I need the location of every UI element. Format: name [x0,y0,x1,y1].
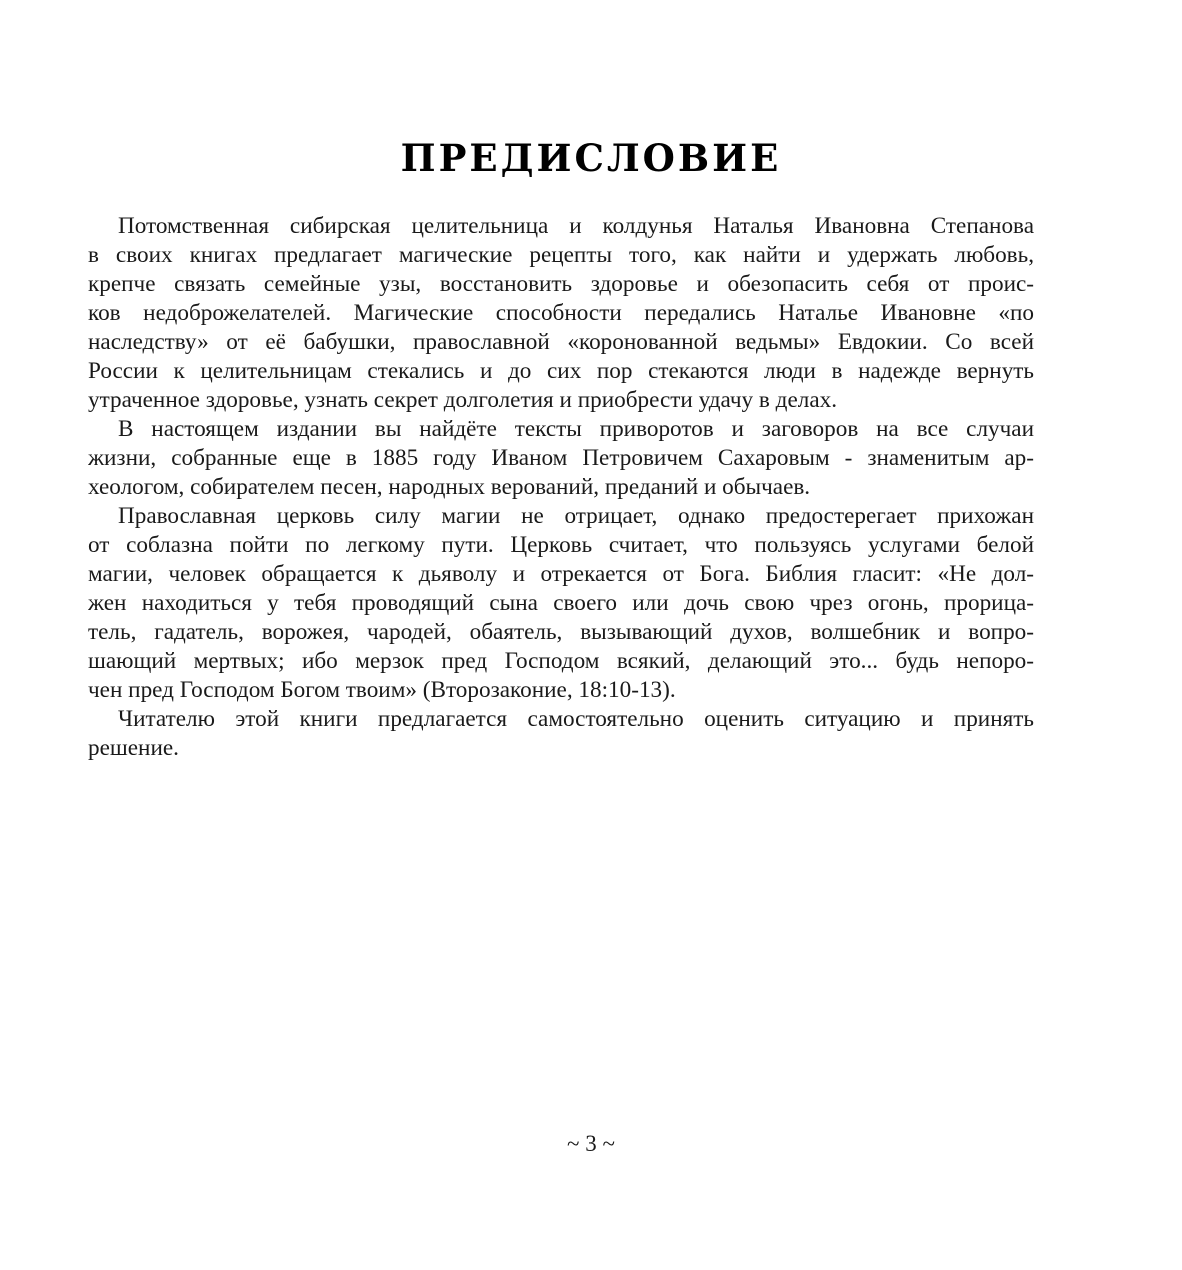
text-line: утраченное здоровье, узнать секрет долголетия и приобрести удачу в делах. [88,387,838,413]
text-line: России к целительницам стекались и до сих пор стекаются люди в надежде вернуть [88,358,1034,384]
paragraph-1 [88,212,1034,415]
text-line: шающий мертвых; ибо мерзок пред Господом всякий, делающий это... будь непоро- [88,648,1034,674]
text-line: Потомственная сибирская целительница и колдунья Наталья Ивановна Степанова [118,213,1034,239]
text-line: крепче связать семейные узы, восстановить здоровье и обезопасить себя от проис- [88,271,1034,297]
text-line: в своих книгах предлагает магические рецепты того, как найти и удержать любовь, [88,242,1034,268]
text-line: чен пред Господом Богом твоим» (Второзаконие, 18:10-13). [88,677,676,703]
text-line: В настоящем издании вы найдёте тексты приворотов и заговоров на все случаи [118,416,1034,442]
text-line: хеологом, собирателем песен, народных верований, преданий и обычаев. [88,474,811,500]
text-line: от соблазна пойти по легкому пути. Церковь считает, что пользуясь услугами белой [88,532,1034,558]
preface-body [88,212,1034,763]
text-line: ков недоброжелателей. Магические способности передались Наталье Ивановне «по [88,300,1034,326]
paragraph-3 [88,502,1034,705]
text-line: решение. [88,735,179,761]
text-line: Православная церковь силу магии не отрицает, однако предостерегает прихожан [118,503,1034,529]
text-line: тель, гадатель, ворожея, чародей, обаятель, вызывающий духов, волшебник и вопро- [88,619,1034,645]
page-title: ПРЕДИСЛОВИЕ [400,135,782,180]
text-line: Читателю этой книги предлагается самостоятельно оценить ситуацию и принять [118,706,1034,732]
paragraph-4 [88,705,1034,763]
paragraph-2 [88,415,1034,502]
text-line: магии, человек обращается к дьяволу и отрекается от Бога. Библия гласит: «Не дол- [88,561,1034,587]
text-line: жен находиться у тебя проводящий сына своего или дочь свою чрез огонь, прорица- [88,590,1034,616]
text-line: жизни, собранные еще в 1885 году Иваном Петровичем Сахаровым - знаменитым ар- [88,445,1034,471]
text-line: наследству» от её бабушки, православной «коронованной ведьмы» Евдокии. Со всей [88,329,1034,355]
page-number: ~ 3 ~ [567,1131,615,1156]
